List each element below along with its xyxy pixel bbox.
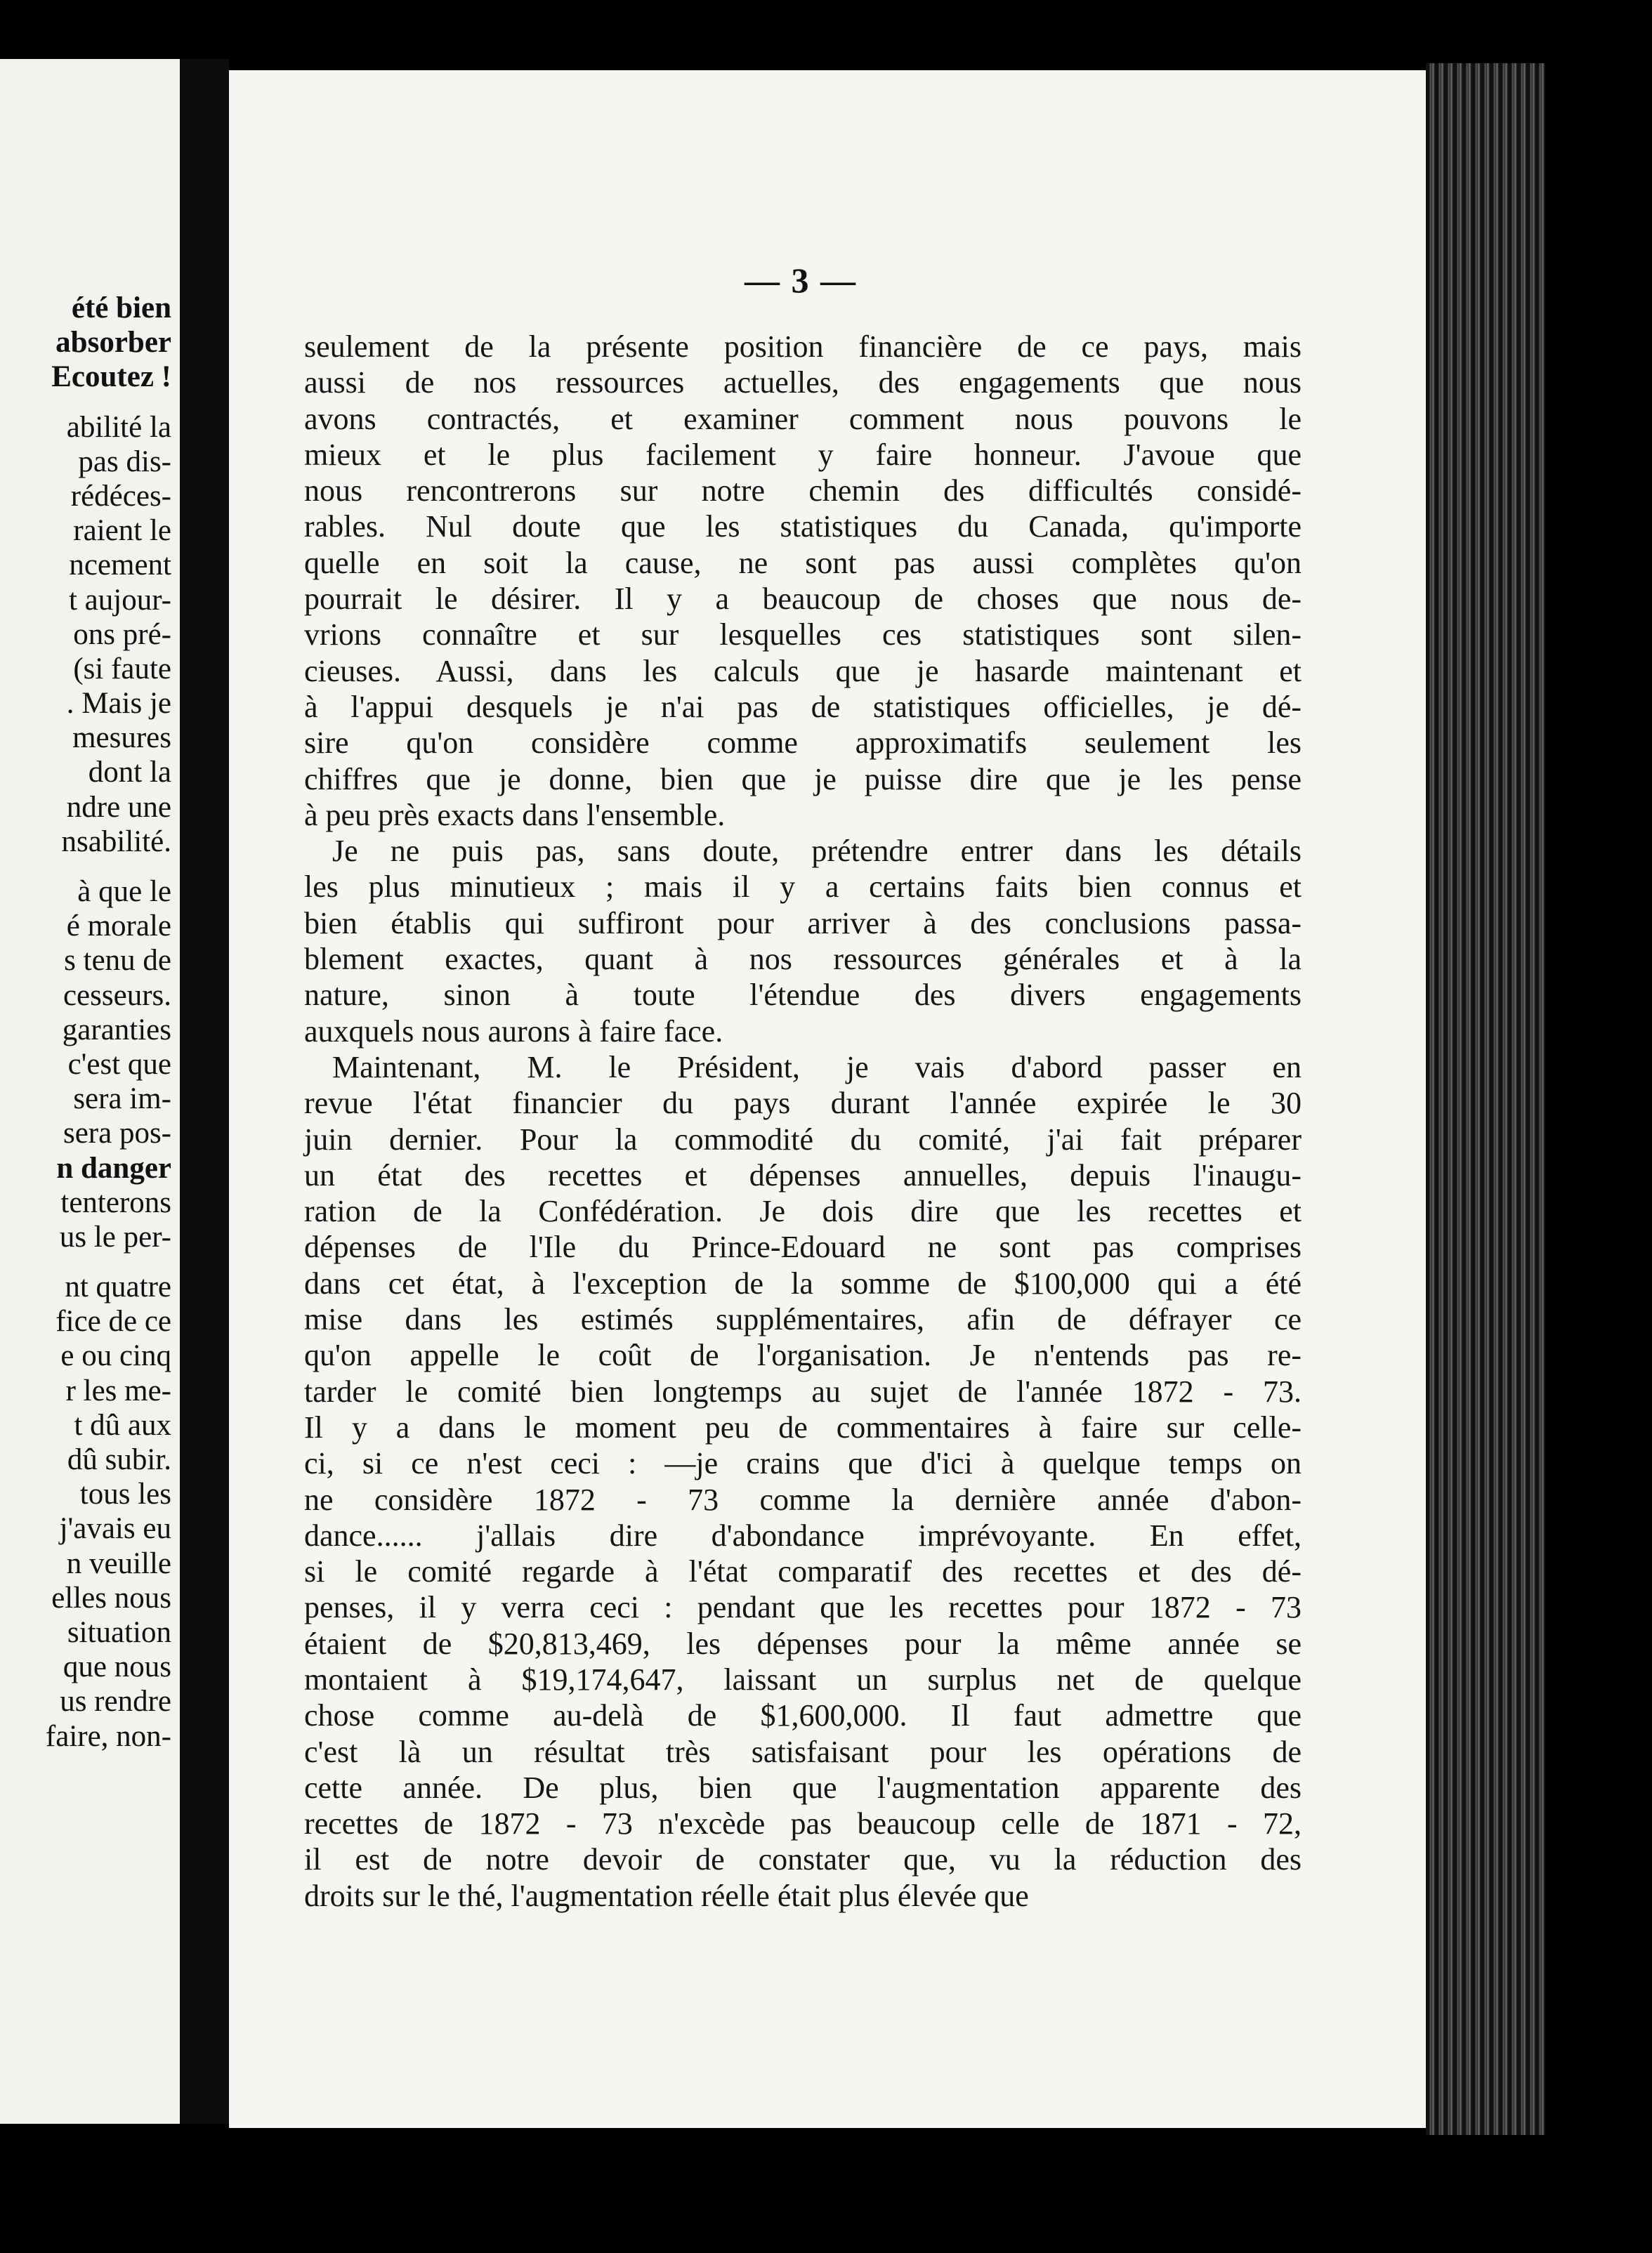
left-page-line: dû subir. — [67, 1443, 171, 1476]
left-page-line: t aujour- — [68, 583, 171, 617]
text-line: vrions connaître et sur lesquelles ces statistiques sont silen- — [304, 617, 1302, 652]
text-line: avons contractés, et examiner comment nous pouvons le — [304, 401, 1302, 436]
left-page-line: abilité la — [66, 410, 171, 444]
text-line: Il y a dans le moment peu de commentaires à faire sur celle- — [304, 1410, 1302, 1445]
left-page-line: pas dis- — [78, 445, 171, 478]
text-line: si le comité regarde à l'état comparatif des recettes et des dé- — [304, 1554, 1302, 1589]
text-line: sire qu'on considère comme approximatifs seulement les — [304, 725, 1302, 761]
text-line: il est de notre devoir de constater que, vu la réduction des — [304, 1842, 1302, 1877]
left-page-line: rédéces- — [70, 479, 171, 513]
text-line: tarder le comité bien longtemps au sujet de l'année 1872 - 73. — [304, 1374, 1302, 1409]
paragraph — [304, 833, 1302, 1049]
text-line: ci, si ce n'est ceci : —je crains que d'ici à quelque temps on — [304, 1446, 1302, 1481]
left-page-line: ons pré- — [73, 617, 171, 651]
text-line: cieuses. Aussi, dans les calculs que je hasarde maintenant et — [304, 653, 1302, 688]
left-page-line: raient le — [73, 514, 171, 548]
text-line: mieux et le plus facilement y faire honneur. J'avoue que — [304, 437, 1302, 472]
left-page-line: fice de ce — [55, 1305, 171, 1339]
left-page-line: tenterons — [60, 1185, 171, 1219]
left-page-line: que nous — [63, 1650, 171, 1684]
body-text — [304, 329, 1302, 1914]
book-spine — [180, 59, 229, 2124]
left-page-line: s tenu de — [64, 944, 171, 978]
text-line: rables. Nul doute que les statistiques du Canada, qu'importe — [304, 509, 1302, 544]
text-line: un état des recettes et dépenses annuelles, depuis l'inaugu- — [304, 1157, 1302, 1193]
text-line: cette année. De plus, bien que l'augmentation apparente des — [304, 1770, 1302, 1805]
left-page-line: n danger — [56, 1151, 171, 1185]
text-line: montaient à $19,174,647, laissant un surplus net de quelque — [304, 1662, 1302, 1697]
left-page-line: été bien — [71, 291, 171, 324]
left-page-line: . Mais je — [66, 687, 171, 721]
text-line: quelle en soit la cause, ne sont pas aussi complètes qu'on — [304, 545, 1302, 580]
paragraph — [304, 1049, 1302, 1914]
text-line: c'est là un résultat très satisfaisant pour les opérations de — [304, 1734, 1302, 1769]
left-page-line: t dû aux — [74, 1408, 171, 1442]
left-page-line: à que le — [77, 875, 171, 908]
text-line: qu'on appelle le coût de l'organisation. Je n'entends pas re- — [304, 1338, 1302, 1373]
text-line: les plus minutieux ; mais il y a certains faits bien connus et — [304, 869, 1302, 905]
text-line: dans cet état, à l'exception de la somme de $100,000 qui a été — [304, 1266, 1302, 1301]
page-edges — [1426, 63, 1545, 2135]
text-line: mise dans les estimés supplémentaires, afin de défrayer ce — [304, 1302, 1302, 1337]
left-page-line: n veuille — [66, 1546, 171, 1580]
text-line: juin dernier. Pour la commodité du comité, j'ai fait préparer — [304, 1122, 1302, 1157]
page-number: — 3 — — [745, 261, 857, 300]
text-line: nature, sinon à toute l'étendue des divers engagements — [304, 978, 1302, 1013]
left-page-line: ndre une — [66, 790, 171, 824]
left-page-line: garanties — [62, 1013, 171, 1046]
text-line: étaient de $20,813,469, les dépenses pour la même année se — [304, 1626, 1302, 1661]
left-page-line: (si faute — [73, 652, 171, 685]
left-page-line: r les me- — [65, 1374, 171, 1407]
left-page-line: us le per- — [59, 1220, 171, 1254]
left-page-line: ncement — [69, 549, 171, 582]
text-line: à l'appui desquels je n'ai pas de statistiques officielles, je dé- — [304, 689, 1302, 724]
left-page-line: situation — [67, 1615, 171, 1649]
text-line: ration de la Confédération. Je dois dire que les recettes et — [304, 1194, 1302, 1229]
left-page-line: dont la — [88, 756, 171, 789]
text-line: aussi de nos ressources actuelles, des engagements que nous — [304, 365, 1302, 400]
paragraph — [304, 329, 1302, 833]
left-page-line: nsabilité. — [61, 825, 171, 858]
text-line: blement exactes, quant à nos ressources générales et à la — [304, 942, 1302, 977]
left-page-fragment — [0, 59, 180, 2124]
left-page-line: j'avais eu — [59, 1512, 171, 1546]
left-page-line: faire, non- — [45, 1719, 171, 1753]
text-line: droits sur le thé, l'augmentation réelle était plus élevée que — [304, 1878, 1029, 1913]
left-page-line: nt quatre — [65, 1270, 171, 1304]
text-line: pourrait le désirer. Il y a beaucoup de choses que nous de- — [304, 582, 1302, 617]
left-page-line: e ou cinq — [60, 1339, 171, 1373]
left-page-text — [0, 291, 171, 1754]
left-page-line: absorber — [55, 326, 171, 360]
left-page-line: elles nous — [51, 1581, 171, 1615]
text-line: Maintenant, M. le Président, je vais d'abord passer en — [332, 1049, 1302, 1084]
left-page-line: cesseurs. — [63, 978, 171, 1012]
text-line: auxquels nous aurons à faire face. — [304, 1013, 723, 1049]
text-line: revue l'état financier du pays durant l'année expirée le 30 — [304, 1086, 1302, 1121]
text-line: bien établis qui suffiront pour arriver à des conclusions passa- — [304, 905, 1302, 940]
left-page-line: us rendre — [60, 1685, 171, 1719]
left-page-line: sera pos- — [63, 1117, 171, 1150]
text-line: seulement de la présente position financière de ce pays, mais — [304, 329, 1302, 364]
text-line: penses, il y verra ceci : pendant que les recettes pour 1872 - 73 — [304, 1590, 1302, 1625]
left-page-line: Ecoutez ! — [51, 360, 171, 394]
text-line: à peu près exacts dans l'ensemble. — [304, 797, 726, 832]
left-page-line: é morale — [66, 909, 171, 943]
text-line: dépenses de l'Ile du Prince-Edouard ne sont pas comprises — [304, 1230, 1302, 1265]
text-line: dance...... j'allais dire d'abondance imprévoyante. En effet, — [304, 1518, 1302, 1553]
text-line: chose comme au-delà de $1,600,000. Il faut admettre que — [304, 1698, 1302, 1733]
text-line: nous rencontrerons sur notre chemin des difficultés considé- — [304, 473, 1302, 508]
left-page-line: c'est que — [67, 1047, 171, 1081]
text-line: chiffres que je donne, bien que je puisse dire que je les pense — [304, 761, 1302, 796]
left-page-line: mesures — [72, 721, 171, 755]
text-line: Je ne puis pas, sans doute, prétendre entrer dans les détails — [332, 834, 1302, 869]
text-line: ne considère 1872 - 73 comme la dernière année d'abon- — [304, 1482, 1302, 1517]
left-page-line: tous les — [79, 1478, 171, 1511]
text-line: recettes de 1872 - 73 n'excède pas beaucoup celle de 1871 - 72, — [304, 1806, 1302, 1841]
left-page-line: sera im- — [73, 1082, 171, 1116]
